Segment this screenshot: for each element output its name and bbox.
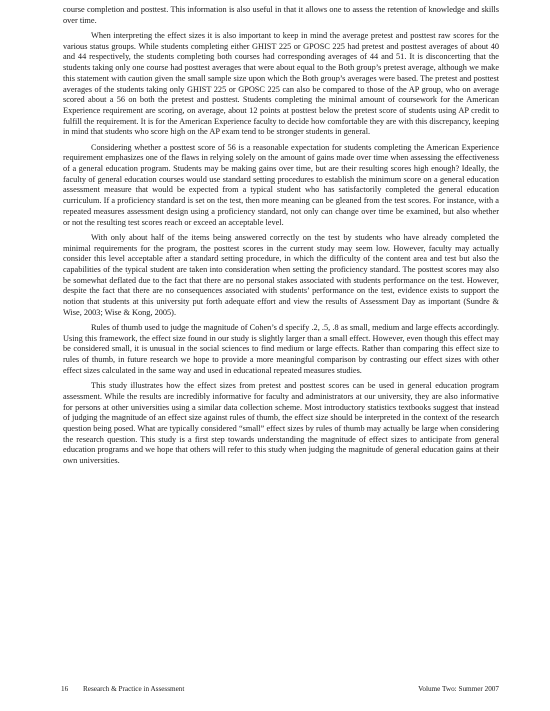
paragraph-item-correctness: With only about half of the items being answered correctly on the test by students who have already completed the minimal requirements for the program, the posttest scores in the current study may seem low. However, faculty may actually consider this level acceptable after a standard setting procedure, in which the difficulty of the content area and test but also the capabilities of the typical student are taken into consideration when setting the proficiency standard. The posttest scores may also be somewhat deflated due to the fact that there are no personal stakes associated with students performance on the test. However, despite the fact that there are no consequences associated with students’ performance on the test, evidence exists to support the notion that students at this university put forth adequate effort and view the results of Assessment Day as important (Sundre & Wise, 2003; Wise & Kong, 2005).: [63, 232, 499, 317]
paragraph-posttest-expectation: Considering whether a posttest score of 56 is a reasonable expectation for students completing the American Experience requirement emphasizes one of the flaws in relying solely on the amount of gains made over time when assessing the effectiveness of a general education program. Students may be making gains over time, but are their resulting scores high enough? Ideally, the faculty of general education courses would use standard setting procedures to establish the minimum score on a general education assessment measure that would be expected from a typical student who has satisfactorily completed the general education curriculum. If a proficiency standard is set on the test, then more meaning can be gleaned from the test scores. For instance, with a repeated measures assessment design using a proficiency standard, not only can change over time be examined, but also whether or not the resulting test scores reach or exceed an acceptable level.: [63, 142, 499, 227]
paragraph-continued: course completion and posttest. This information is also useful in that it allows one to assess the retention of knowledge and skills over time.: [63, 5, 499, 25]
paragraph-pretest-posttest-averages: When interpreting the effect sizes it is also important to keep in mind the average pretest and posttest raw scores for the various status groups. While students completing either GHIST 225 or GPOSC 225 had pretest and posttest averages of about 40 and 44 respectively, the students completing both courses had corresponding averages of 44 and 51. It is disconcerting that the students taking only one course had posttest averages that were about equal to the Both group’s pretest average, although we make this statement with caution given the small sample size upon which the Both group’s averages were based. The pretest and posttest averages of the students taking only GHIST 225 or GPOSC 225 can also be compared to those of the AP group, who on average scored about a 56 on both the pretest and posttest. Students completing the minimal amount of coursework for the American Experience requirement are scoring, on average, about 12 points at posttest below the pretest score of students using AP credit to fulfill the requirement. It is for the American Experience faculty to decide how comfortable they are with this discrepancy, keeping in mind that students who score high on the AP exam tend to be stronger students in general.: [63, 31, 499, 137]
article-body: [63, 5, 499, 471]
paragraph-conclusion: This study illustrates how the effect sizes from pretest and posttest scores can be used in general education program assessment. While the results are incredibly informative for faculty and administrators at our university, they are also informative for persons at other universities using a similar data collection scheme. Most introductory statistics textbooks suggest that instead of judging the magnitude of an effect size against rules of thumb, the effect size should be interpreted in the context of the research question being posed. What are typically considered “small” effect sizes by rules of thumb may actually be large when considering the research question. This study is a first step towards understanding the magnitude of effect sizes to anticipate from general education programs and we hope that others will refer to this study when judging the magnitude of general education gains at their own universities.: [63, 381, 499, 466]
paragraph-rules-of-thumb: Rules of thumb used to judge the magnitude of Cohen’s d specify .2, .5, .8 as small, medium and large effects accordingly. Using this framework, the effect size found in our study is slightly larger than a small effect. However, even though this effect may be considered small, it is unusual in the social sciences to find medium or large effects. Rather than comparing this effect size to rules of thumb, in future research we hope to provide a more meaningful comparison by contrasting our effect sizes with other effect sizes calculated in the same way and used in educational repeated measures studies.: [63, 323, 499, 375]
journal-title: Research & Practice in Assessment: [83, 685, 185, 693]
issue-label: Volume Two: Summer 2007: [418, 685, 499, 693]
page-number: 16: [61, 685, 69, 693]
